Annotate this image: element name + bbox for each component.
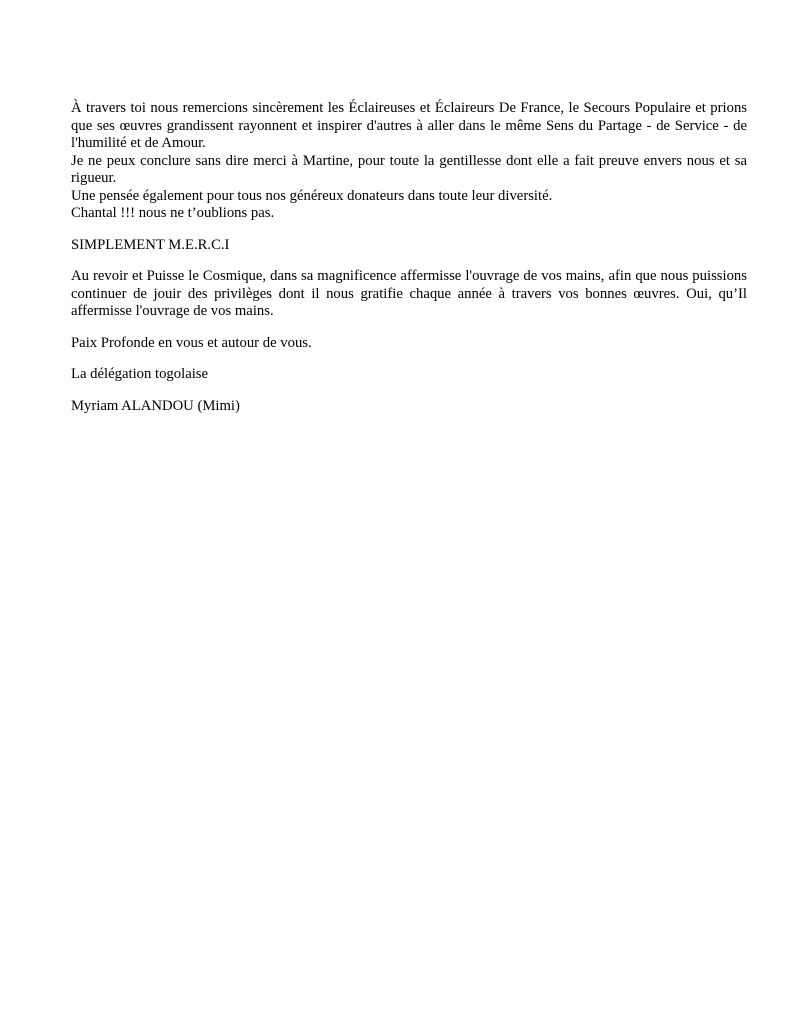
text-line: La délégation togolaise: [71, 366, 209, 382]
text-line: que ses œuvres grandissent rayonnent et inspirer d'autres à aller dans le même Sens du Partage - de Service - de: [71, 117, 747, 134]
paragraph-farewell: [71, 268, 747, 321]
text-line: À travers toi nous remercions sincèrement les Éclaireuses et Éclaireurs De France, le Secours Populaire et prions: [71, 100, 747, 116]
text-line: rigueur.: [71, 170, 117, 186]
paragraph-thanks: [71, 100, 747, 223]
text-line: affermisse l'ouvrage de vos mains.: [71, 303, 274, 319]
text-line: SIMPLEMENT M.E.R.C.I: [71, 236, 230, 253]
paragraph-peace: [71, 335, 747, 353]
text-line: Chantal !!! nous ne t’oublions pas.: [71, 205, 275, 221]
text-line: l'humilité et de Amour.: [71, 135, 206, 151]
text-line: Myriam ALANDOU (Mimi): [71, 397, 240, 414]
text-line: Paix Profonde en vous et autour de vous.: [71, 334, 312, 351]
signature-author: [71, 398, 747, 416]
merci-heading: [71, 237, 747, 255]
text-line: continuer de jouir des privilèges dont il nous gratifie chaque année à travers vos bonnes œuvres. Oui, qu’Il: [71, 285, 747, 302]
text-line: Au revoir et Puisse le Cosmique, dans sa magnificence affermisse l'ouvrage de vos mains, afin que nous puissions: [71, 268, 747, 284]
text-line: Je ne peux conclure sans dire merci à Martine, pour toute la gentillesse dont elle a fait preuve envers nous et sa: [71, 152, 747, 169]
letter-body: [71, 100, 747, 415]
signature-delegation: [71, 366, 747, 384]
text-line: Une pensée également pour tous nos généreux donateurs dans toute leur diversité.: [71, 187, 553, 204]
